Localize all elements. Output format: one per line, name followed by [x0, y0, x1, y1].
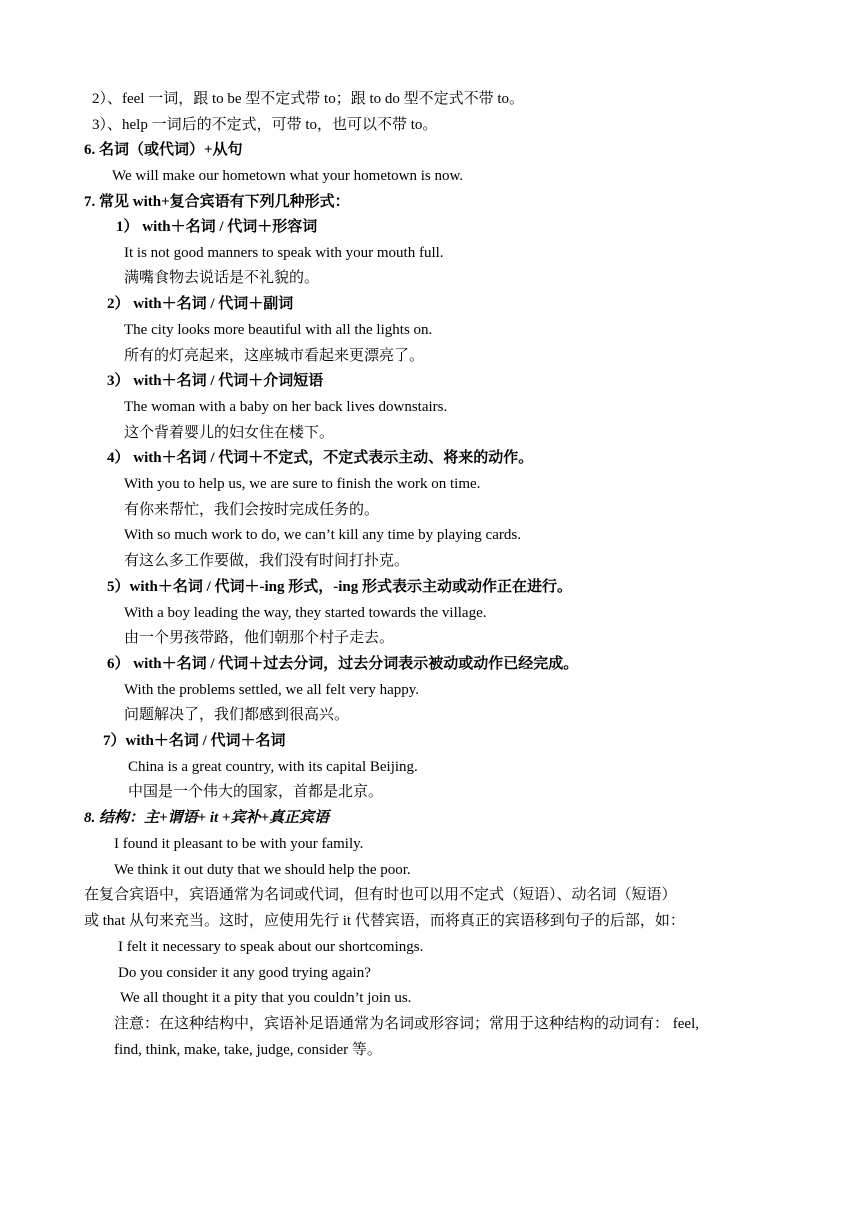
- example-line: It is not good manners to speak with your mouth full.: [124, 245, 444, 261]
- subheading-7: 7）with＋名词 / 代词＋名词: [103, 733, 286, 749]
- subheading-4: 4） with＋名词 / 代词＋不定式，不定式表示主动、将来的动作。: [107, 450, 534, 466]
- translation-line: 由一个男孩带路，他们朝那个村子走去。: [124, 630, 395, 646]
- example-line: With a boy leading the way, they started towards the village.: [124, 605, 487, 621]
- example-line: I found it pleasant to be with your family.: [114, 836, 364, 852]
- example-line: The woman with a baby on her back lives downstairs.: [124, 399, 448, 415]
- subheading-2: 2） with＋名词 / 代词＋副词: [107, 296, 294, 312]
- translation-line: 所有的灯亮起来，这座城市看起来更漂亮了。: [124, 348, 425, 364]
- explanation-line: 或 that 从句来充当。这时，应使用先行 it 代替宾语，而将真正的宾语移到句子的后部，如：: [84, 913, 685, 929]
- example-line: We will make our hometown what your hometown is now.: [112, 168, 464, 184]
- subheading-1: 1） with＋名词 / 代词＋形容词: [116, 219, 318, 235]
- example-line: We think it out duty that we should help the poor.: [114, 862, 411, 878]
- explanation-line: 在复合宾语中，宾语通常为名词或代词，但有时也可以用不定式（短语）、动名词（短语）: [84, 887, 677, 903]
- example-line: China is a great country, with its capital Beijing.: [128, 759, 418, 775]
- example-line: With so much work to do, we can’t kill any time by playing cards.: [124, 527, 521, 543]
- translation-line: 这个背着婴儿的妇女住在楼下。: [124, 425, 335, 441]
- heading-7: 7. 常见 with+复合宾语有下列几种形式：: [84, 194, 350, 210]
- translation-line: 满嘴食物去说话是不礼貌的。: [124, 270, 320, 286]
- example-line: With you to help us, we are sure to finish the work on time.: [124, 476, 481, 492]
- translation-line: 有你来帮忙，我们会按时完成任务的。: [124, 502, 380, 518]
- note-help: 3）、help 一词后的不定式，可带 to，也可以不带 to。: [92, 117, 438, 133]
- note-feel: 2）、feel 一词，跟 to be 型不定式带 to；跟 to do 型不定式不带 to。: [92, 91, 525, 107]
- example-line: I felt it necessary to speak about our shortcomings.: [118, 939, 424, 955]
- subheading-6: 6） with＋名词 / 代词＋过去分词，过去分词表示被动或动作已经完成。: [107, 656, 579, 672]
- subheading-3: 3） with＋名词 / 代词＋介词短语: [107, 373, 324, 389]
- translation-line: 问题解决了，我们都感到很高兴。: [124, 707, 350, 723]
- subheading-5: 5）with＋名词 / 代词＋-ing 形式，-ing 形式表示主动或动作正在进行。: [107, 579, 573, 595]
- note-line: find, think, make, take, judge, consider 等。: [114, 1042, 382, 1058]
- note-line: 注意：在这种结构中，宾语补足语通常为名词或形容词；常用于这种结构的动词有： feel,: [114, 1016, 699, 1032]
- example-line: Do you consider it any good trying again?: [118, 965, 371, 981]
- heading-8: 8. 结构：主+谓语+ it +宾补+真正宾语: [84, 810, 330, 826]
- example-line: The city looks more beautiful with all the lights on.: [124, 322, 433, 338]
- example-line: With the problems settled, we all felt very happy.: [124, 682, 420, 698]
- heading-6: 6. 名词（或代词）+从句: [84, 142, 243, 158]
- example-line: We all thought it a pity that you couldn’t join us.: [120, 990, 412, 1006]
- translation-line: 中国是一个伟大的国家，首都是北京。: [128, 784, 384, 800]
- translation-line: 有这么多工作要做，我们没有时间打扑克。: [124, 553, 410, 569]
